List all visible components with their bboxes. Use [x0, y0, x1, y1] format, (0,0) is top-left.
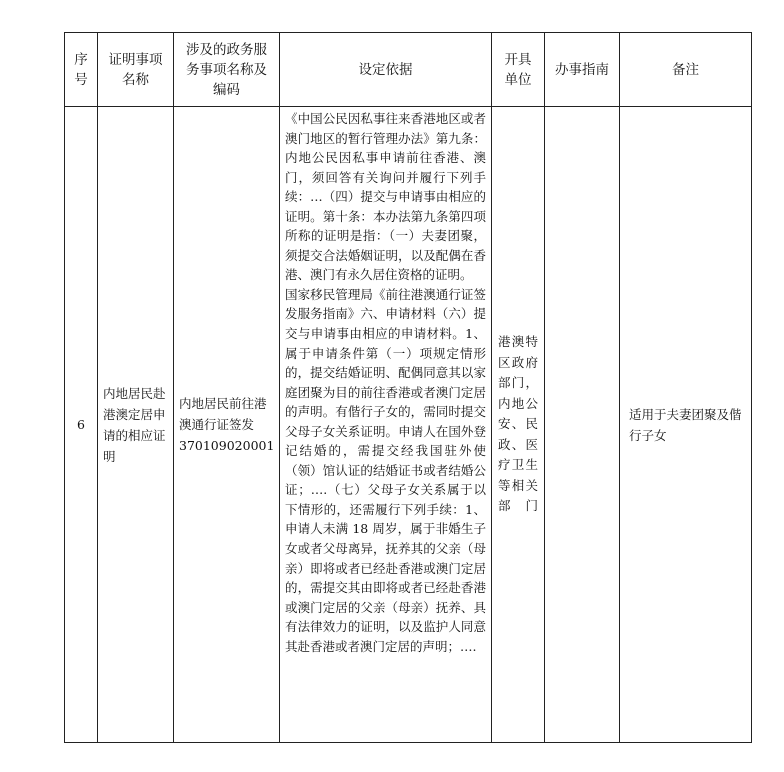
- table-row: [65, 107, 752, 743]
- header-no: 序号: [65, 33, 98, 107]
- header-issuer: 开具单位: [492, 33, 545, 107]
- service-code: 370109020001: [179, 438, 275, 453]
- service-guide: [545, 107, 620, 743]
- basis-paragraph: 《中国公民因私事往来香港地区或者澳门地区的暂行管理办法》第九条：内地公民因私事申请前往香港、澳门，须回答有关询问并履行下列手续：…（四）提交与申请事由相应的证明。第十条：本办法第九条第四项所称的证明是指：（一）夫妻团聚，须提交合法婚姻证明，以及配偶在香港、澳门有永久居住资格的证明。: [285, 111, 486, 283]
- remarks: 适用于夫妻团聚及偕行子女: [620, 107, 752, 743]
- legal-basis: [280, 107, 492, 743]
- header-guide: 办事指南: [545, 33, 620, 107]
- header-name: 证明事项名称: [98, 33, 174, 107]
- certificate-name: 内地居民赴港澳定居申请的相应证明: [98, 107, 174, 743]
- service-cell: [174, 107, 280, 743]
- header-service: 涉及的政务服务事项名称及编码: [174, 33, 280, 107]
- header-note: 备注: [620, 33, 752, 107]
- certificate-table: [64, 32, 752, 743]
- header-row: [65, 33, 752, 107]
- basis-paragraph: 国家移民管理局《前往港澳通行证签发服务指南》六、申请材料（六）提交与申请事由相应的申请材料。1、属于申请条件第（一）项规定情形的，提交结婚证明、配偶同意其以家庭团聚为目的前往香港或者澳门定居的声明。有偕行子女的，需同时提交父母子女关系证明。申请人在国外登记结婚的，需提交经我国驻外使（领）馆认证的结婚证书或者结婚公证；….（七）父母子女关系属于以下情形的，还需履行下列手续：1、申请人未满 18 周岁，属于非婚生子女或者父母离异，抚养其的父亲（母亲）即将或者已经赴香港或澳门定居的，需提交其由即将或者已经赴香港或澳门定居的父亲（母亲）抚养、具有法律效力的证明，以及监护人同意其赴香港或者澳门定居的声明；….: [285, 286, 486, 654]
- issuing-unit: 港澳特区政府部门，内地公安、民政、医疗卫生等相关部门: [492, 107, 545, 743]
- service-name: 内地居民前往港澳通行证签发: [179, 396, 267, 432]
- row-number: 6: [65, 107, 98, 743]
- header-basis: 设定依据: [280, 33, 492, 107]
